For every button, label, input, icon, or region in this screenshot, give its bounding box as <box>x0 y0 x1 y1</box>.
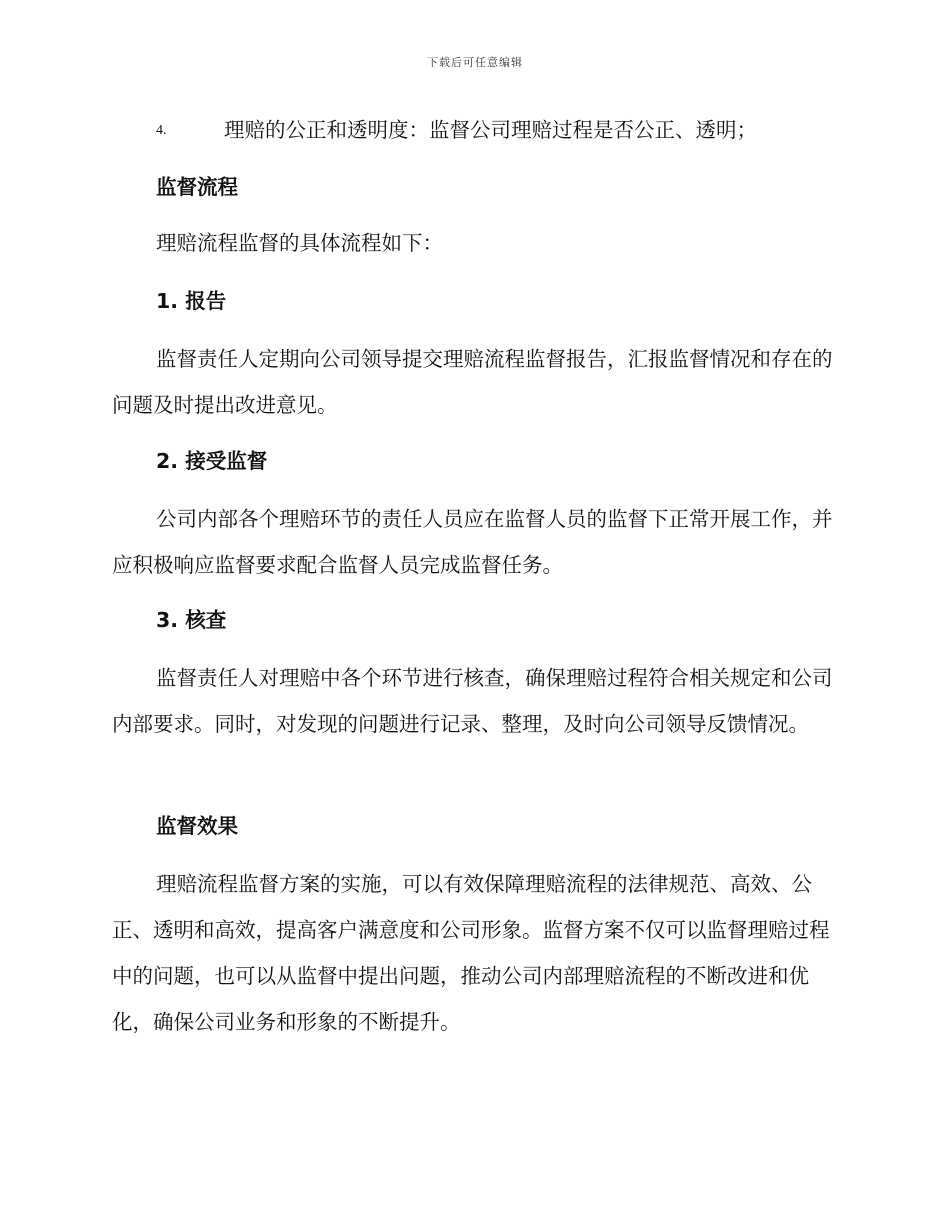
process-intro-paragraph: 理赔流程监督的具体流程如下： <box>156 231 443 255</box>
list-item-4 <box>156 115 757 146</box>
step-heading-report: 1. 报告 <box>156 289 227 313</box>
step-report-paragraph: 监督责任人定期向公司领导提交理赔流程监督报告，汇报监督情况和存在的问题及时提出改进意见。 <box>112 347 833 417</box>
header-note: 下载后可任意编辑 <box>427 56 523 69</box>
list-item-text: 理赔的公正和透明度：监督公司理赔过程是否公正、透明； <box>224 118 757 142</box>
section-heading-effect: 监督效果 <box>156 814 238 838</box>
step-accept-supervision-paragraph: 公司内部各个理赔环节的责任人员应在监督人员的监督下正常开展工作，并应积极响应监督要求配合监督人员完成监督任务。 <box>112 507 833 577</box>
section-heading-process: 监督流程 <box>156 175 238 199</box>
list-number: 4. <box>156 123 167 138</box>
step-heading-verify: 3. 核查 <box>156 608 227 632</box>
step-verify-paragraph: 监督责任人对理赔中各个环节进行核查，确保理赔过程符合相关规定和公司内部要求。同时，对发现的问题进行记录、整理，及时向公司领导反馈情况。 <box>112 666 833 736</box>
effect-paragraph: 理赔流程监督方案的实施，可以有效保障理赔流程的法律规范、高效、公正、透明和高效，提高客户满意度和公司形象。监督方案不仅可以监督理赔过程中的问题，也可以从监督中提出问题，推动公司内部理赔流程的不断改进和优化，确保公司业务和形象的不断提升。 <box>112 872 830 1034</box>
step-heading-accept-supervision: 2. 接受监督 <box>156 449 268 473</box>
